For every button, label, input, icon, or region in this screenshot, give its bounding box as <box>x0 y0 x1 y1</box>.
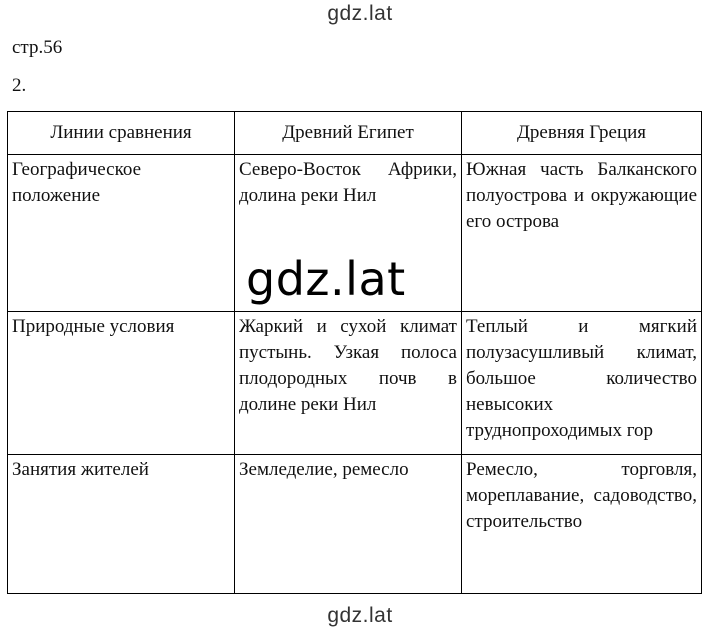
cell-egypt-occupations: Земледелие, ремесло <box>235 455 462 594</box>
watermark-top: gdz.lat <box>327 2 393 25</box>
table-row <box>8 312 702 455</box>
watermark-center: gdz.lat <box>246 252 406 306</box>
table-row <box>8 455 702 594</box>
watermark-bottom: gdz.lat <box>327 604 393 627</box>
cell-egypt-nature: Жаркий и сухой климат пустынь. Узкая полоса плодородных почв в долине реки Нил <box>235 312 462 455</box>
cell-greece-geography: Южная часть Балканского полуострова и окружающие его острова <box>462 155 702 312</box>
row-label-occupations: Занятия жителей <box>8 455 235 594</box>
header-ancient-greece: Древняя Греция <box>462 112 702 155</box>
comparison-table <box>7 111 702 594</box>
row-label-nature: Природные условия <box>8 312 235 455</box>
cell-egypt-geography: Северо-Восток Африки, долина реки Нил <box>235 155 462 312</box>
header-ancient-egypt: Древний Египет <box>235 112 462 155</box>
task-number: 2. <box>12 75 27 96</box>
cell-greece-occupations: Ремесло, торговля, мореплавание, садоводство, строительство <box>462 455 702 594</box>
header-comparison-lines: Линии сравнения <box>8 112 235 155</box>
page-reference: стр.56 <box>12 37 63 58</box>
cell-greece-nature: Теплый и мягкий полузасушливый климат, большое количество невысоких труднопроходимых гор <box>462 312 702 455</box>
table-header-row <box>8 112 702 155</box>
row-label-geography: Географическое положение <box>8 155 235 312</box>
